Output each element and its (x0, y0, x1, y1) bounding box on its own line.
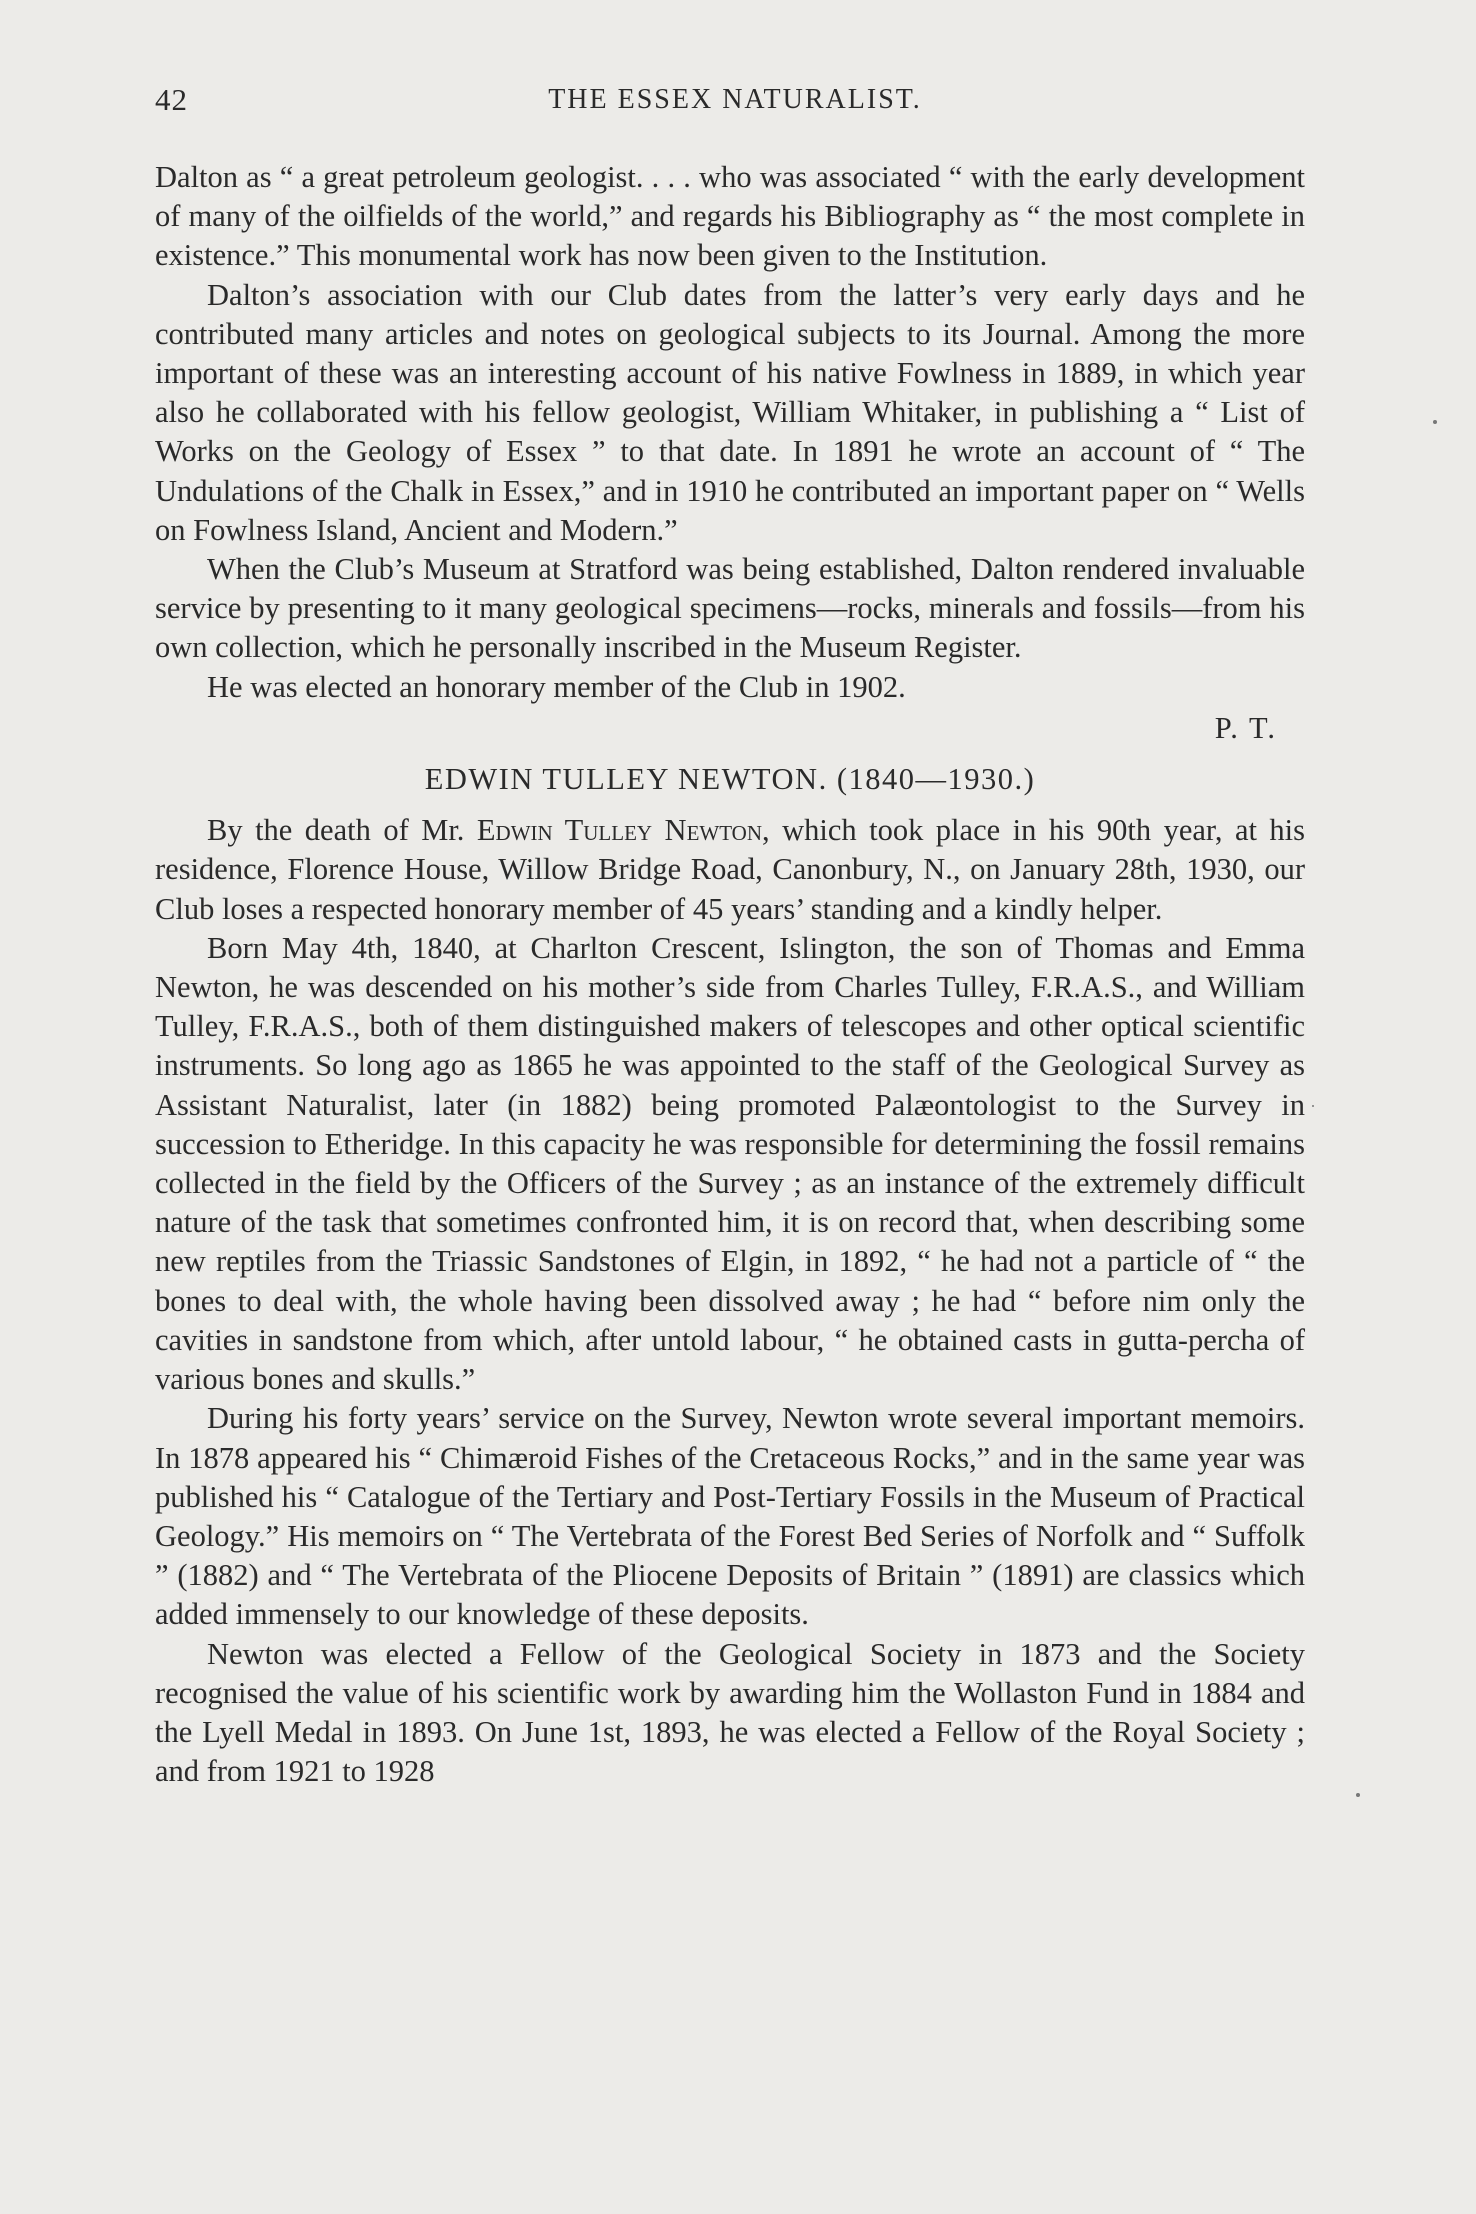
newton-paragraph-1 (155, 811, 1305, 929)
obituary-heading: EDWIN TULLEY NEWTON. (1840—1930.) (424, 762, 1036, 797)
paper-speck (1356, 1793, 1360, 1797)
author-initials: P. T. (1214, 710, 1277, 745)
dalton-paragraph-3: When the Club’s Museum at Stratford was being established, Dalton rendered invaluable service by presenting to it many geological specimens—rocks, minerals and fossils—from his own collection, which he personally inscribed in the Museum Register. (155, 552, 1305, 665)
newton-name: Edwin Tulley Newton (476, 813, 762, 848)
dalton-paragraph-1: Dalton as “ a great petroleum geologist. . . . who was associated “ with the early development of many of the oilfields of the world,” and regards his Bibliography as “ the most complete in existence.” This monumental work has now been given to the Institution. (155, 160, 1305, 273)
dalton-paragraph-2: Dalton’s association with our Club dates from the latter’s very early days and he contributed many articles and notes on geological subjects to its Journal. Among the more important of these was an interesting account of his native Fowlness in 1889, in which year also he collaborated with his fellow geologist, William Whitaker, in publishing a “ List of Works on the Geology of Essex ” to that date. In 1891 he wrote an account of “ The Undulations of the Chalk in Essex,” and in 1910 he contributed an important paper on “ Wells on Fowlness Island, Ancient and Modern.” (155, 277, 1305, 547)
paper-speck (1433, 420, 1437, 424)
page-header (155, 82, 1315, 132)
newton-paragraph-2: Born May 4th, 1840, at Charlton Crescent, Islington, the son of Thomas and Emma Newton, he was descended on his mother’s side from Charles Tulley, F.R.A.S., and William Tulley, F.R.A.S., both of them distinguished makers of telescopes and other optical scientific instruments. So long ago as 1865 he was appointed to the staff of the Geological Survey as Assistant Naturalist, later (in 1882) being promoted Palæontologist to the Survey in succession to Etheridge. In this capacity he was responsible for determining the fossil remains collected in the field by the Officers of the Survey ; as an instance of the extremely difficult nature of the task that sometimes confronted him, it is on record that, when describing some new reptiles from the Triassic Sandstones of Elgin, in 1892, “ he had not a particle of “ the bones to deal with, the whole having been dissolved away ; he had “ before nim only the cavities in sandstone from which, after untold labour, “ he obtained casts in gutta-percha of various bones and skulls.” (155, 930, 1305, 1397)
newton-paragraph-4: Newton was elected a Fellow of the Geological Society in 1873 and the Society recognised the value of his scientific work by awarding him the Wollaston Fund in 1884 and the Lyell Medal in 1893. On June 1st, 1893, he was elected a Fellow of the Royal Society ; and from 1921 to 1928 (155, 1636, 1305, 1789)
newton-paragraph-3: During his forty years’ service on the Survey, Newton wrote several important memoirs. In 1878 appeared his “ Chimæroid Fishes of the Cretaceous Rocks,” and in the same year was published his “ Catalogue of the Tertiary and Post-Tertiary Fossils in the Museum of Practical Geology.” His memoirs on “ The Vertebrata of the Forest Bed Series of Norfolk and “ Suffolk ” (1882) and “ The Vertebrata of the Pliocene Deposits of Britain ” (1891) are classics which added immensely to our knowledge of these deposits. (155, 1401, 1305, 1632)
body-text (155, 158, 1305, 1791)
dalton-paragraph-4: He was elected an honorary member of the Club in 1902. (207, 669, 906, 704)
newton-paragraph-1-start: By the death of Mr. (207, 813, 465, 848)
paper-speck (1312, 1105, 1314, 1107)
page-number: 42 (155, 82, 188, 117)
newton-paragraph-1-rest: , which took place in his 90th year, at his residence, Florence House, Willow Bridge Road, Canonbury, N., on January 28th, 1930, our Club loses a respected honorary member of 45 years’ standing and a kindly helper. (155, 813, 1306, 926)
running-title: THE ESSEX NATURALIST. (548, 84, 922, 115)
